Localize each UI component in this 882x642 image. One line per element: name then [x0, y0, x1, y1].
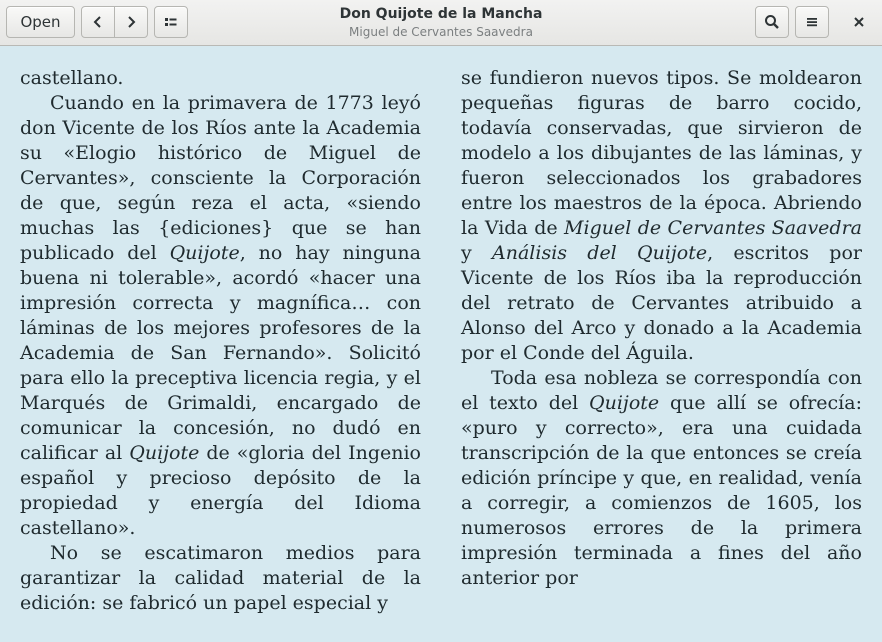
- paragraph: Cuando en la primavera de 1773 leyó don Vicente de los Ríos ante la Academia su «Elogio histórico de Miguel de Cervantes», consciente la Corporación de que, según reza el acta, «siendo muchas las {ediciones} que se han publicado del Quijote, no hay ninguna buena ni tolerable», acordó «hacer una impresión correcta y magnífica… con láminas de los mejores profesores de la Academia de San Fernando». Solicitó para ello la preceptiva licencia regia, y el Marqués de Grimaldi, encargado de comunicar la concesión, no dudó en calificar al Quijote de «gloria del Ingenio español y precioso depósito de la propiedad y energía del Idioma castellano».: [20, 92, 421, 539]
- chevron-left-icon: [92, 15, 104, 29]
- open-button[interactable]: Open: [6, 6, 75, 38]
- next-page-button[interactable]: [114, 6, 148, 38]
- paragraph: castellano.: [20, 67, 124, 89]
- window-subtitle: Miguel de Cervantes Saavedra: [349, 25, 533, 39]
- hamburger-menu-icon: [805, 16, 819, 28]
- window-title: Don Quijote de la Mancha: [339, 6, 543, 22]
- close-icon: [854, 17, 864, 27]
- paragraph: Toda esa nobleza se correspondía con el texto del Quijote que allí se ofrecía: «puro y correcto», era una cuidada transcripción de la que entonces se creía edición príncipe y que, en realidad, venía a corregir, a comienzos de 1605, los numerosos errores de la primera impresión terminada a fines del año anterior por: [461, 367, 862, 589]
- previous-page-button[interactable]: [81, 6, 115, 38]
- search-icon: [764, 14, 780, 30]
- left-page: [20, 66, 421, 616]
- paragraph: No se escatimaron medios para garantizar la calidad material de la edición: se fabricó un papel especial y: [20, 542, 421, 614]
- paragraph: se fundieron nuevos tipos. Se moldearon pequeñas figuras de barro cocido, todavía conservadas, que sirvieron de modelo a los dibujantes de las láminas, y fueron seleccionados los grabadores entre los maestros de la época. Abriendo la Vida de Miguel de Cervantes Saavedra y Análisis del Quijote, escritos por Vicente de los Ríos iba la reproducción del retrato de Cervantes atribuido a Alonso del Arco y donado a la Academia por el Conde del Águila.: [461, 67, 862, 364]
- right-page: [461, 66, 862, 591]
- menu-button[interactable]: [795, 6, 829, 38]
- table-of-contents-icon: [164, 16, 178, 28]
- search-button[interactable]: [755, 6, 789, 38]
- close-button[interactable]: [843, 6, 875, 38]
- header-bar: [0, 0, 882, 46]
- table-of-contents-button[interactable]: [154, 6, 188, 38]
- chevron-right-icon: [125, 15, 137, 29]
